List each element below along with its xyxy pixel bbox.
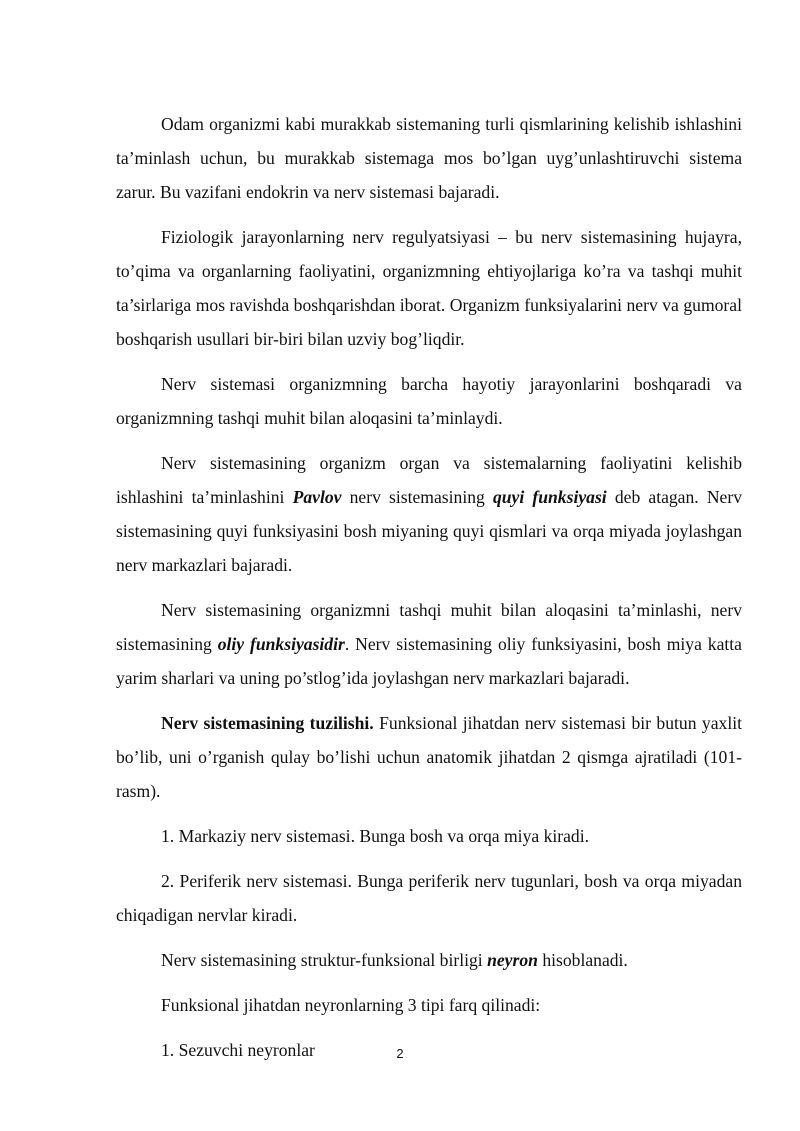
paragraph-structure [116, 706, 742, 808]
document-page [116, 107, 742, 1078]
text-span: Nerv sistemasining organizm organ va sistemalarning faoliyatini kelishib ishlashini ta’minlashini [116, 453, 742, 507]
term-higher-function: oliy funksiyasidir [217, 634, 345, 654]
paragraph-intro: Odam organizmi kabi murakkab sistemaning turli qismlarining kelishib ishlashini ta’minlash uchun, bu murakkab sistemaga mos bo’lgan uyg’unlashtiruvchi sistema zarur. Bu vazifani endokrin va nerv sistemasi bajaradi. [116, 114, 742, 202]
term-neuron: neyron [487, 950, 538, 970]
list-item-central: 1. Markaziy nerv sistemasi. Bunga bosh va orqa miya kiradi. [161, 826, 590, 846]
paragraph-lower-function [116, 446, 742, 582]
text-span: nerv sistemasining [341, 487, 493, 507]
list-item-sensory-neurons: 1. Sezuvchi neyronlar [161, 1040, 315, 1060]
page-number: 2 [396, 1046, 404, 1061]
paragraph-higher-function [116, 593, 742, 695]
text-span: . Nerv sistemasining oliy funksiyasini, bosh miya katta yarim sharlari va uning po’stlog’ida joylashgan nerv markazlari bajaradi. [116, 634, 742, 688]
text-span: hisoblanadi. [537, 950, 628, 970]
term-pavlov: Pavlov [292, 487, 342, 507]
paragraph-neuron-types: Funksional jihatdan neyronlarning 3 tipi farq qilinadi: [161, 995, 541, 1015]
text-span: Nerv sistemasining struktur-funksional birligi [161, 950, 488, 970]
paragraph-nervous-system: Nerv sistemasi organizmning barcha hayotiy jarayonlarini boshqaradi va organizmning tashqi muhit bilan aloqasini ta’minlaydi. [116, 374, 742, 428]
term-lower-function: quyi funksiyasi [492, 487, 607, 507]
list-item-peripheral: 2. Periferik nerv sistemasi. Bunga periferik nerv tugunlari, bosh va orqa miyadan chiqadigan nervlar kiradi. [116, 871, 742, 925]
text-span: Funksional jihatdan nerv sistemasi bir butun yaxlit bo’lib, uni o’rganish qulay bo’lishi uchun anatomik jihatdan 2 qismga ajratiladi (101-rasm). [116, 713, 742, 801]
paragraph-regulation: Fiziologik jarayonlarning nerv regulyatsiyasi – bu nerv sistemasining hujayra, to’qima va organlarning faoliyatini, organizmning ehtiyojlariga ko’ra va tashqi muhit ta’sirlariga mos ravishda boshqarishdan iborat. Organizm funksiyalarini nerv va gumoral boshqarish usullari bir-biri bilan uzviy bog’liqdir. [116, 227, 742, 349]
text-span: Nerv sistemasining organizmni tashqi muhit bilan aloqasini ta’minlashi, nerv sistemasining [116, 600, 742, 654]
text-span: deb atagan. Nerv sistemasining quyi funksiyasini bosh miyaning quyi qismlari va orqa miyada joylashgan nerv markazlari bajaradi. [116, 487, 743, 575]
section-heading: Nerv sistemasining tuzilishi. [161, 713, 374, 733]
paragraph-neuron [116, 943, 742, 977]
